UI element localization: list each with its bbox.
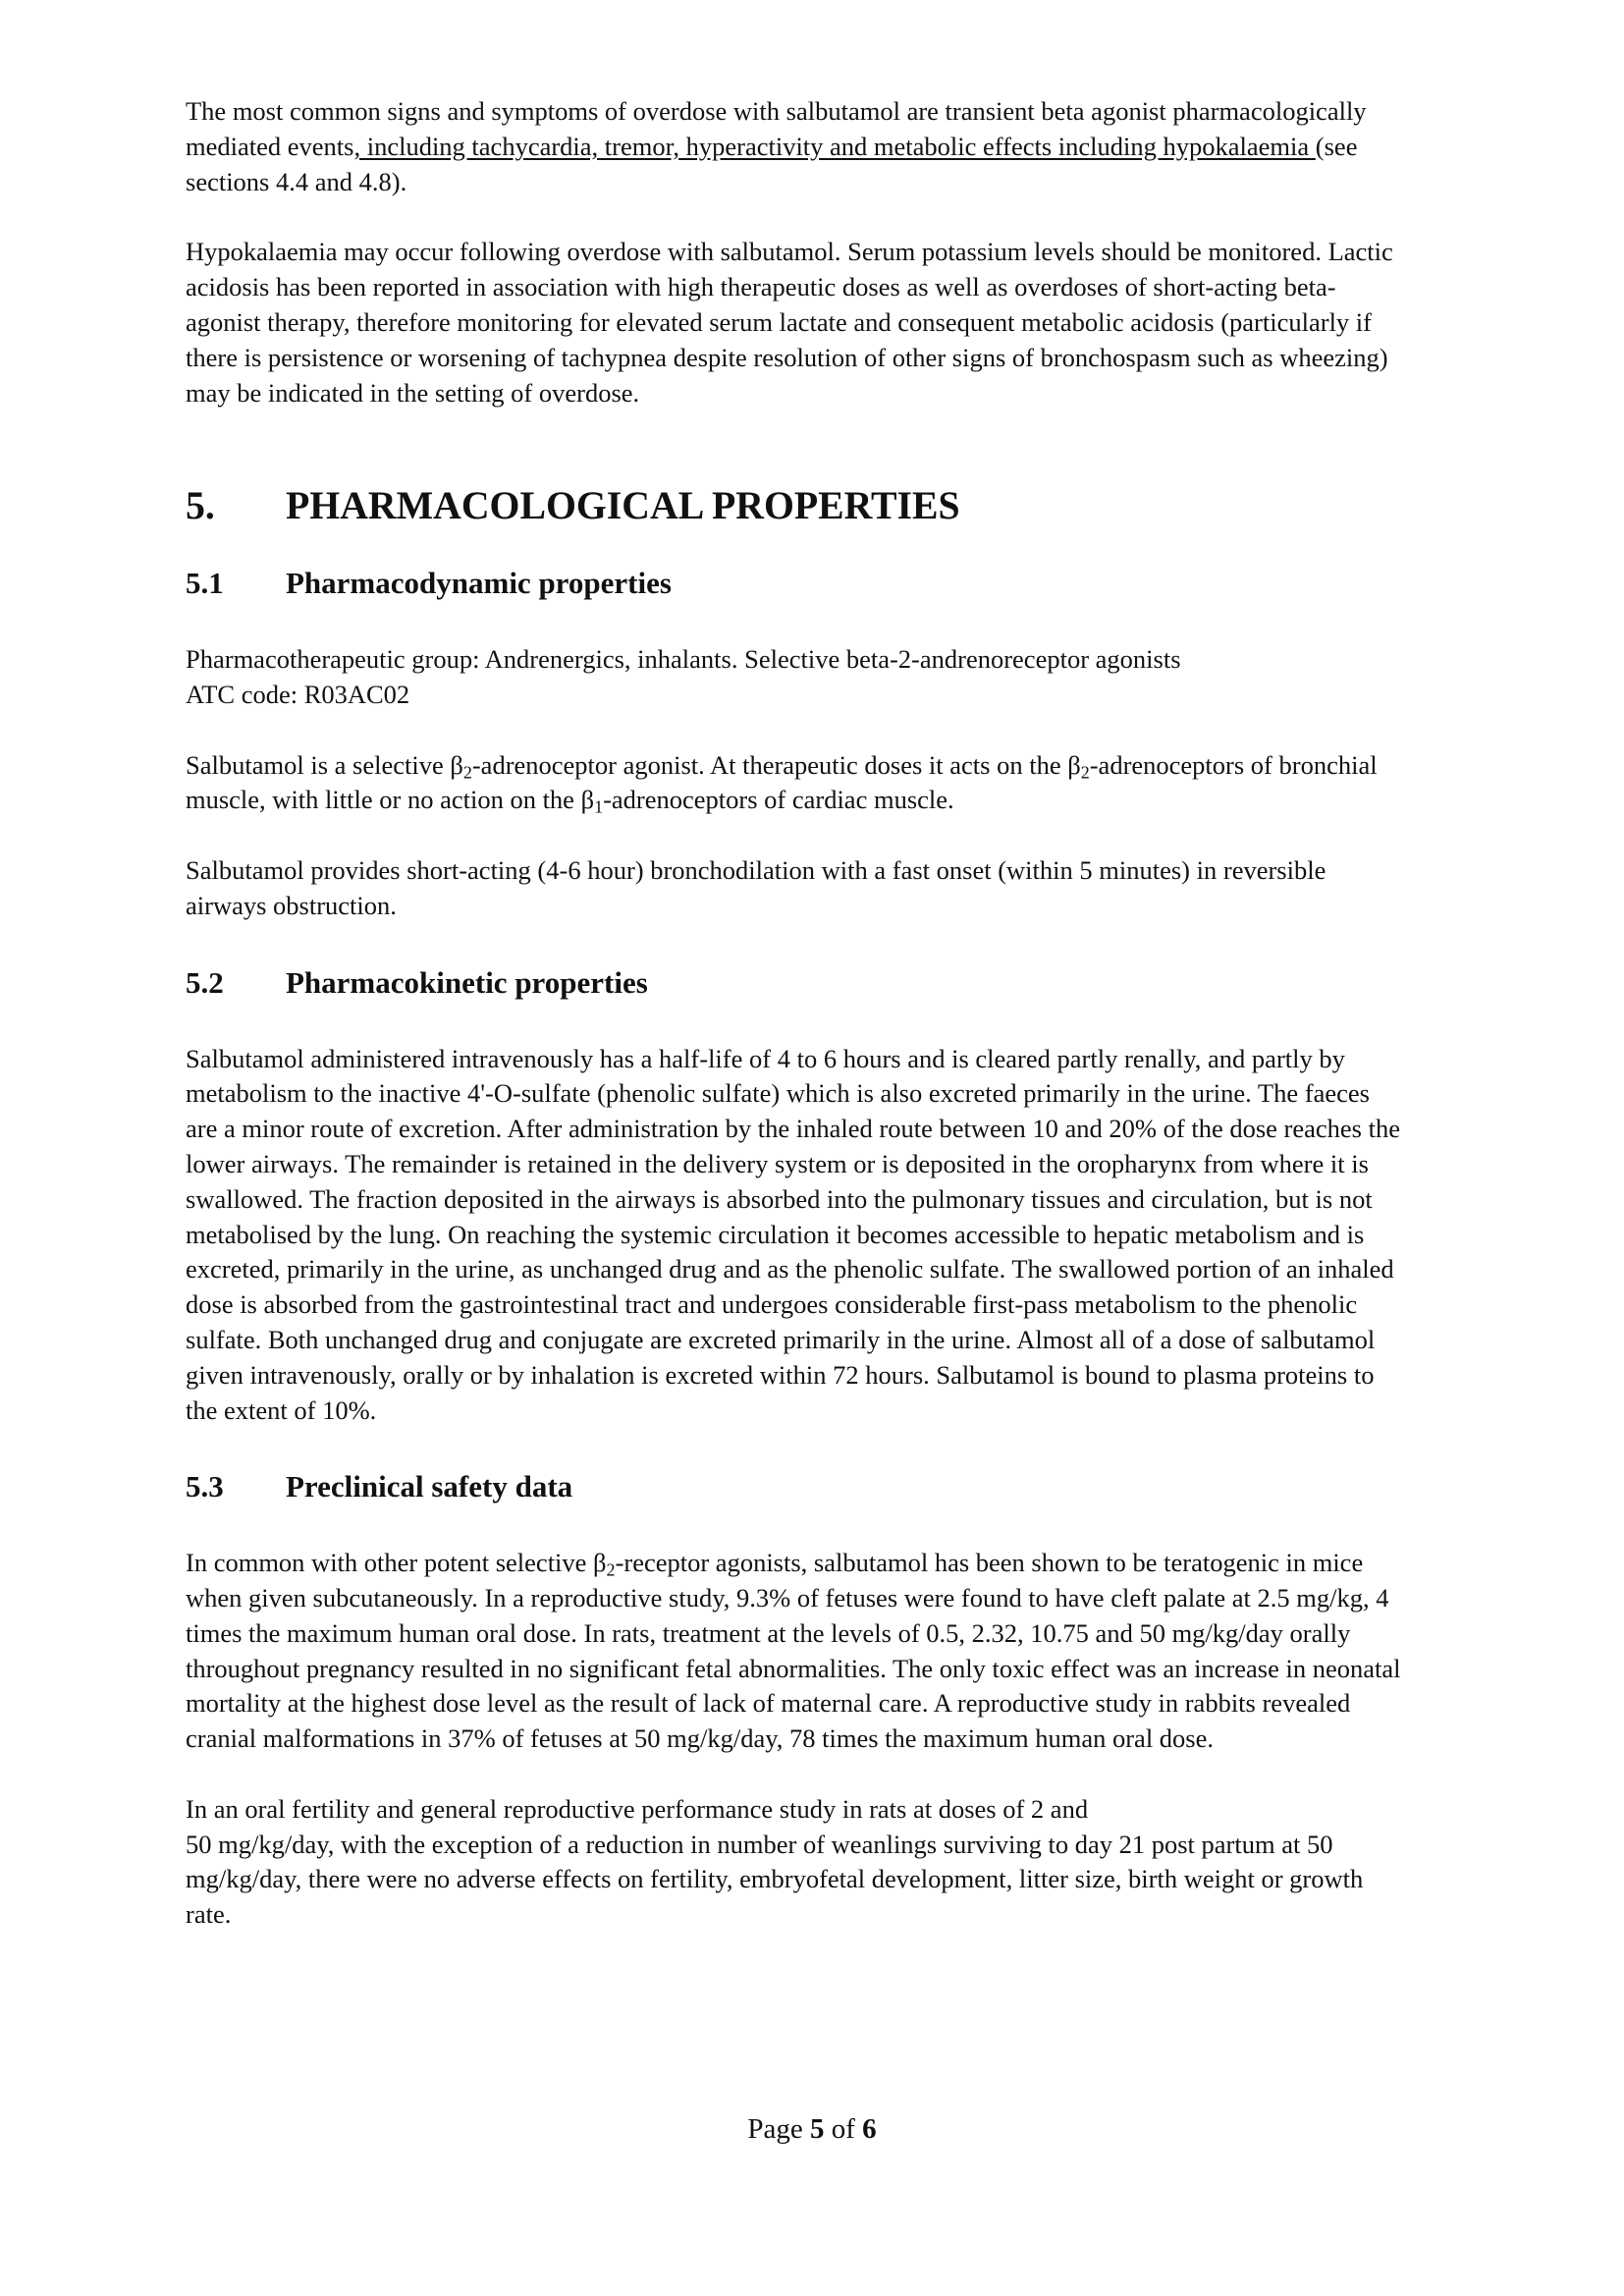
section-number: 5.3 bbox=[186, 1469, 224, 1504]
overdose-text: The most common signs and symptoms of overdose with salbutamol are transient beta agonist pharmacologically mediated events bbox=[186, 96, 1367, 161]
pharmacokinetic-paragraph: Salbutamol administered intravenously has a half-life of 4 to 6 hours and is cleared partly renally, and partly by metabolism to the inactive 4'-O-sulfate (phenolic sulfate) which is also excreted primarily in the urine. The faeces are a minor route of excretion. After administration by the inhaled route between 10 and 20% of the dose reaches the lower airways. The remainder is retained in the delivery system or is deposited in the oropharynx from where it is swallowed. The fraction deposited in the airways is absorbed into the pulmonary tissues and circulation, but is not metabolised by the lung. On reaching the systemic circulation it becomes accessible to hepatic metabolism and is excreted, primarily in the urine, as unchanged drug and as the phenolic sulfate. The swallowed portion of an inhaled dose is absorbed from the gastrointestinal tract and undergoes considerable first-pass metabolism to the phenolic sulfate. Both unchanged drug and conjugate are excreted primarily in the urine. Almost all of a dose of salbutamol given intravenously, orally or by inhalation is excreted within 72 hours. Salbutamol is bound to plasma proteins to the extent of 10%. bbox=[186, 1043, 1400, 1425]
subscript: 2 bbox=[606, 1559, 616, 1580]
page-word: Page bbox=[747, 2113, 803, 2145]
text-run: In common with other potent selective β bbox=[186, 1548, 607, 1578]
overdose-text-end: (see sections 4.4 and 4.8). bbox=[186, 131, 1358, 196]
subscript: 2 bbox=[1080, 762, 1090, 783]
page-current-number: 5 bbox=[809, 2113, 825, 2145]
section-title: Pharmacokinetic properties bbox=[286, 964, 648, 1000]
text-run: -receptor agonists, salbutamol has been shown to be teratogenic in mice when given subcutaneously. In a reproductive study, 9.3% of fetuses were found to have cleft palate at 2.5 mg/kg, 4 times the maximum human oral dose. In rats, treatment at the levels of 0.5, 2.32, 10.75 and 50 mg/kg/day orally throughout pregnancy resulted in no significant fetal abnormalities. The only toxic effect was an increase in neonatal mortality at the highest dose level as the result of lack of maternal care. A reproductive study in rabbits revealed cranial malformations in 37% of fetuses at 50 mg/kg/day, 78 times the maximum human oral dose. bbox=[186, 1548, 1401, 1754]
subscript: 2 bbox=[462, 762, 472, 783]
section-number: 5.2 bbox=[186, 964, 224, 1000]
overdose-paragraph-1 bbox=[186, 94, 1403, 199]
section-number: 5.1 bbox=[186, 566, 224, 601]
bronchodilation-paragraph: Salbutamol provides short-acting (4-6 hour) bronchodilation with a fast onset (within 5 minutes) in reversible airways obstruction. bbox=[186, 855, 1326, 920]
overdose-underlined-text: , including tachycardia, tremor, hyperactivity and metabolic effects including hypokalaemia bbox=[353, 131, 1316, 161]
text-run: -adrenoceptors of cardiac muscle. bbox=[603, 785, 954, 815]
page-footer bbox=[0, 2113, 1624, 2146]
pharmacodynamic-paragraph bbox=[186, 748, 1403, 819]
atc-code-line: ATC code: R03AC02 bbox=[186, 679, 410, 709]
section-5-2-heading bbox=[186, 965, 1403, 1001]
section-5-3-heading bbox=[186, 1469, 1403, 1504]
preclinical-paragraph-2 bbox=[186, 1792, 1403, 1933]
section-title: Pharmacodynamic properties bbox=[286, 566, 672, 601]
section-5-1-heading bbox=[186, 566, 1403, 601]
page-total-number: 6 bbox=[862, 2113, 877, 2145]
section-number: 5. bbox=[186, 484, 215, 528]
of-word: of bbox=[831, 2113, 855, 2145]
pharmacotherapeutic-group-line: Pharmacotherapeutic group: Andrenergics, inhalants. Selective beta-2-andrenoreceptor agonists bbox=[186, 643, 1181, 674]
section-title: PHARMACOLOGICAL PROPERTIES bbox=[286, 484, 960, 528]
section-title: Preclinical safety data bbox=[286, 1469, 573, 1504]
text-run: -adrenoceptors of bronchial muscle, with little or no action on the β bbox=[186, 749, 1378, 815]
text-run: In an oral fertility and general reproductive performance study in rats at doses of 2 and bbox=[186, 1793, 1089, 1824]
section-5-heading bbox=[186, 484, 1403, 528]
subscript: 1 bbox=[594, 796, 604, 817]
text-run: 50 mg/kg/day, with the exception of a reduction in number of weanlings surviving to day 21 post partum at 50 mg/kg/day, there were no adverse effects on fertility, embryofetal development, litter size, birth weight or growth rate. bbox=[186, 1829, 1364, 1930]
text-run: Salbutamol is a selective β bbox=[186, 749, 463, 780]
preclinical-paragraph-1 bbox=[186, 1546, 1403, 1757]
overdose-paragraph-2: Hypokalaemia may occur following overdose with salbutamol. Serum potassium levels should be monitored. Lactic acidosis has been reported in association with high therapeutic doses as well as overdoses of short-acting beta-agonist therapy, therefore monitoring for elevated serum lactate and consequent metabolic acidosis (particularly if there is persistence or worsening of tachypnea despite resolution of other signs of bronchospasm such as wheezing) may be indicated in the setting of overdose. bbox=[186, 237, 1393, 408]
document-page bbox=[186, 94, 1403, 1933]
text-run: -adrenoceptor agonist. At therapeutic doses it acts on the β bbox=[471, 749, 1081, 780]
